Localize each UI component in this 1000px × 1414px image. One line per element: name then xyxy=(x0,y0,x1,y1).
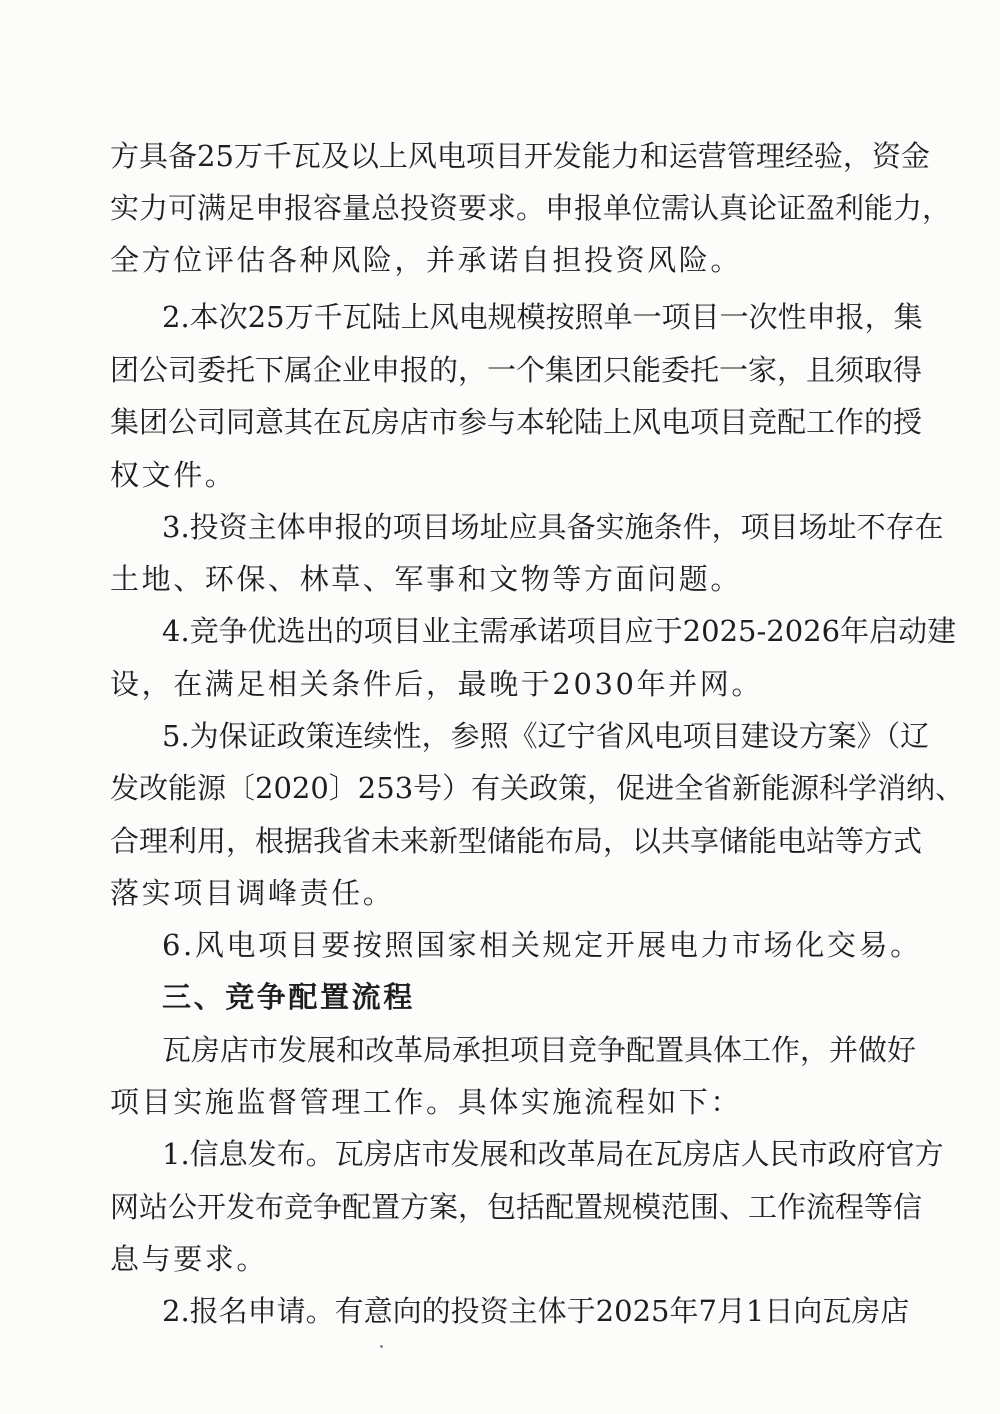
text-line: 集团公司同意其在瓦房店市参与本轮陆上风电项目竞配工作的授 xyxy=(110,405,923,439)
text-line: 全方位评估各种风险，并承诺自担投资风险。 xyxy=(110,243,743,277)
text-line: 2.报名申请。有意向的投资主体于2025年7月1日向瓦房店 xyxy=(162,1294,910,1328)
text-line: 息与要求。 xyxy=(110,1242,269,1276)
text-line: 实力可满足申报容量总投资要求。申报单位需认真论证盈利能力， xyxy=(110,191,952,225)
text-line: 网站公开发布竞争配置方案，包括配置规模范围、工作流程等信 xyxy=(110,1190,923,1224)
section-heading: 三、竞争配置流程 xyxy=(162,980,415,1014)
text-line: 合理利用，根据我省未来新型储能布局，以共享储能电站等方式 xyxy=(110,824,923,858)
text-line: 团公司委托下属企业申报的，一个集团只能委托一家，且须取得 xyxy=(110,353,923,387)
text-line: 设，在满足相关条件后，最晚于2030年并网。 xyxy=(110,667,764,701)
text-line: 落实项目调峰责任。 xyxy=(110,876,395,910)
text-line: 土地、环保、林草、军事和文物等方面问题。 xyxy=(110,562,743,596)
text-line: 权文件。 xyxy=(110,458,237,492)
text-line: 发改能源〔2020〕253号）有关政策，促进全省新能源科学消纳、 xyxy=(110,771,965,805)
text-line: 2.本次25万千瓦陆上风电规模按照单一项目一次性申报，集 xyxy=(162,300,923,334)
scan-speck xyxy=(380,1345,383,1348)
text-line: 5.为保证政策连续性，参照《辽宁省风电项目建设方案》（辽 xyxy=(162,719,930,753)
text-line: 6.风电项目要按照国家相关规定开展电力市场化交易。 xyxy=(162,928,922,962)
text-line: 1.信息发布。瓦房店市发展和改革局在瓦房店人民市政府官方 xyxy=(162,1137,944,1171)
text-line: 3.投资主体申报的项目场址应具备实施条件，项目场址不存在 xyxy=(162,510,944,544)
text-line: 项目实施监督管理工作。具体实施流程如下： xyxy=(110,1085,743,1119)
text-line: 方具备25万千瓦及以上风电项目开发能力和运营管理经验，资金 xyxy=(110,139,930,173)
text-line: 4.竞争优选出的项目业主需承诺项目应于2025-2026年启动建 xyxy=(162,614,957,648)
text-line: 瓦房店市发展和改革局承担项目竞争配置具体工作，并做好 xyxy=(162,1033,917,1067)
